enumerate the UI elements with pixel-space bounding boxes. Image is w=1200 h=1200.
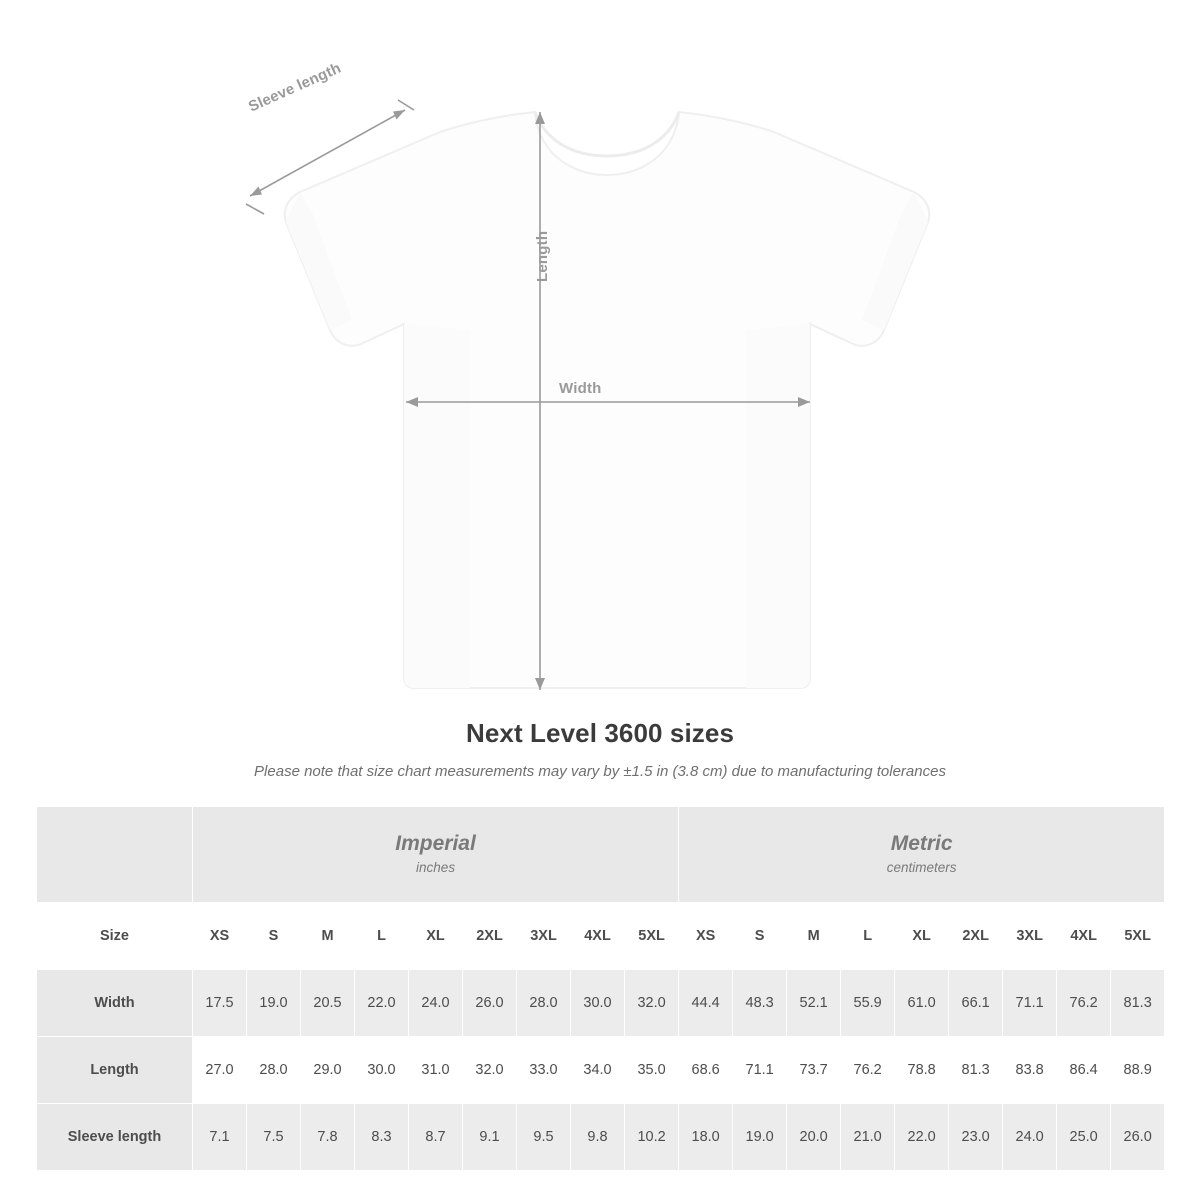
cell-length-metric-l: 76.2 xyxy=(841,1037,895,1104)
cell-width-metric-3xl: 71.1 xyxy=(1003,970,1057,1037)
cell-sleeve-imperial-4xl: 9.8 xyxy=(571,1104,625,1171)
cell-sleeve-metric-l: 21.0 xyxy=(841,1104,895,1171)
cell-length-imperial-4xl: 34.0 xyxy=(571,1037,625,1104)
size-header-imperial-s: S xyxy=(247,903,301,970)
cell-length-imperial-xl: 31.0 xyxy=(409,1037,463,1104)
cell-width-metric-l: 55.9 xyxy=(841,970,895,1037)
cell-sleeve-metric-4xl: 25.0 xyxy=(1057,1104,1111,1171)
cell-width-metric-5xl: 81.3 xyxy=(1111,970,1165,1037)
cell-sleeve-metric-s: 19.0 xyxy=(733,1104,787,1171)
cell-sleeve-metric-m: 20.0 xyxy=(787,1104,841,1171)
unit-group-imperial-name: Imperial xyxy=(395,832,476,856)
size-header-metric-2xl: 2XL xyxy=(949,903,1003,970)
size-header-metric-l: L xyxy=(841,903,895,970)
cell-width-metric-m: 52.1 xyxy=(787,970,841,1037)
unit-corner-cell xyxy=(37,807,193,903)
size-header-metric-m: M xyxy=(787,903,841,970)
cell-sleeve-metric-5xl: 26.0 xyxy=(1111,1104,1165,1171)
cell-width-metric-xs: 44.4 xyxy=(679,970,733,1037)
cell-sleeve-imperial-xl: 8.7 xyxy=(409,1104,463,1171)
page-title: Next Level 3600 sizes xyxy=(465,718,735,748)
cell-length-metric-s: 71.1 xyxy=(733,1037,787,1104)
cell-length-metric-3xl: 83.8 xyxy=(1003,1037,1057,1104)
cell-sleeve-imperial-s: 7.5 xyxy=(247,1104,301,1171)
cell-width-imperial-l: 22.0 xyxy=(355,970,409,1037)
length-label: Length xyxy=(534,230,551,282)
size-header-row xyxy=(37,903,1165,970)
tshirt-shape xyxy=(285,112,929,688)
unit-group-metric-sub: centimeters xyxy=(886,859,957,875)
size-header-imperial-l: L xyxy=(355,903,409,970)
cell-length-metric-4xl: 86.4 xyxy=(1057,1037,1111,1104)
table-row xyxy=(37,1037,1165,1104)
cell-width-metric-4xl: 76.2 xyxy=(1057,970,1111,1037)
cell-width-metric-s: 48.3 xyxy=(733,970,787,1037)
cell-length-imperial-5xl: 35.0 xyxy=(625,1037,679,1104)
cell-width-metric-2xl: 66.1 xyxy=(949,970,1003,1037)
unit-header-row xyxy=(37,807,1165,903)
size-header-metric-xl: XL xyxy=(895,903,949,970)
cell-sleeve-metric-xl: 22.0 xyxy=(895,1104,949,1171)
size-header-metric-xs: XS xyxy=(679,903,733,970)
cell-width-metric-xl: 61.0 xyxy=(895,970,949,1037)
size-header-imperial-m: M xyxy=(301,903,355,970)
size-header-imperial-xl: XL xyxy=(409,903,463,970)
cell-sleeve-imperial-3xl: 9.5 xyxy=(517,1104,571,1171)
cell-sleeve-metric-2xl: 23.0 xyxy=(949,1104,1003,1171)
size-header-metric-3xl: 3XL xyxy=(1003,903,1057,970)
cell-width-imperial-xl: 24.0 xyxy=(409,970,463,1037)
heading-block xyxy=(0,718,1200,780)
cell-length-imperial-l: 30.0 xyxy=(355,1037,409,1104)
cell-width-imperial-5xl: 32.0 xyxy=(625,970,679,1037)
cell-length-metric-5xl: 88.9 xyxy=(1111,1037,1165,1104)
size-table xyxy=(36,806,1165,1171)
cell-length-metric-xs: 68.6 xyxy=(679,1037,733,1104)
cell-length-imperial-xs: 27.0 xyxy=(193,1037,247,1104)
cell-width-imperial-m: 20.5 xyxy=(301,970,355,1037)
row-label-length: Length xyxy=(37,1037,193,1104)
cell-width-imperial-4xl: 30.0 xyxy=(571,970,625,1037)
width-label: Width xyxy=(559,380,602,397)
cell-sleeve-imperial-xs: 7.1 xyxy=(193,1104,247,1171)
size-header-metric-5xl: 5XL xyxy=(1111,903,1165,970)
size-header-imperial-2xl: 2XL xyxy=(463,903,517,970)
cell-sleeve-metric-xs: 18.0 xyxy=(679,1104,733,1171)
cell-sleeve-metric-3xl: 24.0 xyxy=(1003,1104,1057,1171)
cell-length-imperial-m: 29.0 xyxy=(301,1037,355,1104)
cell-sleeve-imperial-5xl: 10.2 xyxy=(625,1104,679,1171)
unit-group-imperial-sub: inches xyxy=(416,859,456,875)
size-table-wrapper xyxy=(36,806,1164,1171)
table-row xyxy=(37,970,1165,1037)
row-label-width: Width xyxy=(37,970,193,1037)
table-row xyxy=(37,1104,1165,1171)
size-header-imperial-xs: XS xyxy=(193,903,247,970)
size-corner-label: Size xyxy=(37,903,193,970)
cell-length-metric-m: 73.7 xyxy=(787,1037,841,1104)
tolerance-note: Please note that size chart measurements may vary by ±1.5 in (3.8 cm) due to manufacturing tolerances xyxy=(254,763,946,780)
row-label-sleeve-length: Sleeve length xyxy=(37,1104,193,1171)
size-header-metric-s: S xyxy=(733,903,787,970)
cell-length-metric-2xl: 81.3 xyxy=(949,1037,1003,1104)
cell-sleeve-imperial-m: 7.8 xyxy=(301,1104,355,1171)
size-header-imperial-3xl: 3XL xyxy=(517,903,571,970)
cell-width-imperial-3xl: 28.0 xyxy=(517,970,571,1037)
cell-sleeve-imperial-2xl: 9.1 xyxy=(463,1104,517,1171)
sleeve-length-label: Sleeve length xyxy=(246,59,344,116)
unit-group-imperial xyxy=(193,807,679,903)
size-header-metric-4xl: 4XL xyxy=(1057,903,1111,970)
unit-group-metric xyxy=(679,807,1165,903)
cell-length-imperial-s: 28.0 xyxy=(247,1037,301,1104)
unit-group-metric-name: Metric xyxy=(890,832,953,856)
cell-width-imperial-s: 19.0 xyxy=(247,970,301,1037)
size-header-imperial-4xl: 4XL xyxy=(571,903,625,970)
cell-width-imperial-xs: 17.5 xyxy=(193,970,247,1037)
cell-sleeve-imperial-l: 8.3 xyxy=(355,1104,409,1171)
cell-length-metric-xl: 78.8 xyxy=(895,1037,949,1104)
cell-length-imperial-2xl: 32.0 xyxy=(463,1037,517,1104)
cell-width-imperial-2xl: 26.0 xyxy=(463,970,517,1037)
size-header-imperial-5xl: 5XL xyxy=(625,903,679,970)
cell-length-imperial-3xl: 33.0 xyxy=(517,1037,571,1104)
